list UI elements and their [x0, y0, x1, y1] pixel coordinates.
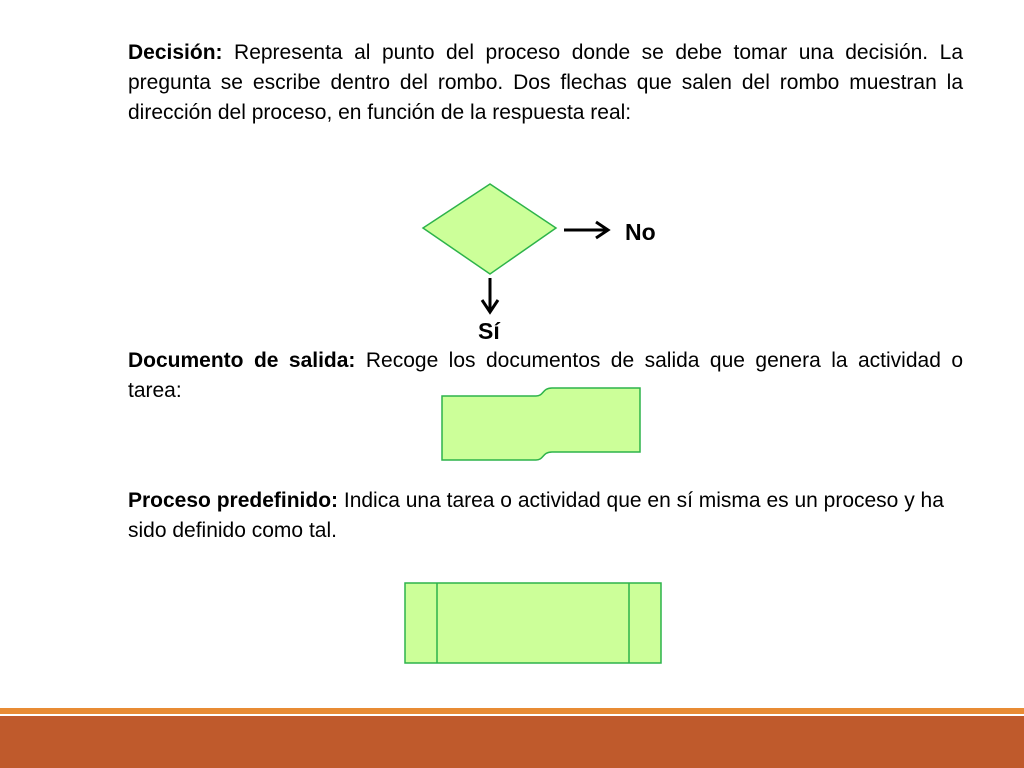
no-arrow — [564, 222, 608, 238]
predefined-term: Proceso predefinido: — [128, 489, 339, 512]
predefined-process-box — [405, 583, 661, 663]
output-document-shape — [436, 384, 646, 462]
document-term: Documento de salida: — [128, 349, 356, 372]
predefined-process-shape — [402, 580, 664, 668]
predefined-text: Indica una tarea o actividad que en sí misma es un proceso y ha sido definido como tal. — [128, 489, 944, 542]
decision-text: Representa al punto del proceso donde se debe tomar una decisión. La pregunta se escribe dentro del rombo. Dos flechas que salen del rombo muestran la dirección del proceso, en función de la respuesta real: — [128, 41, 963, 124]
yes-label: Sí — [478, 318, 500, 344]
decision-description — [128, 38, 963, 128]
predefined-process-description — [128, 486, 963, 546]
document-symbol — [442, 388, 640, 460]
decision-term: Decisión: — [128, 41, 223, 64]
decision-diamond — [423, 184, 556, 274]
yes-arrow — [482, 278, 498, 312]
no-label: No — [625, 219, 656, 245]
footer-bar — [0, 716, 1024, 768]
decision-diamond-diagram — [410, 178, 620, 318]
document-text: Recoge los documentos de salida que genera la actividad o tarea: — [128, 349, 963, 402]
footer-accent-line — [0, 708, 1024, 714]
